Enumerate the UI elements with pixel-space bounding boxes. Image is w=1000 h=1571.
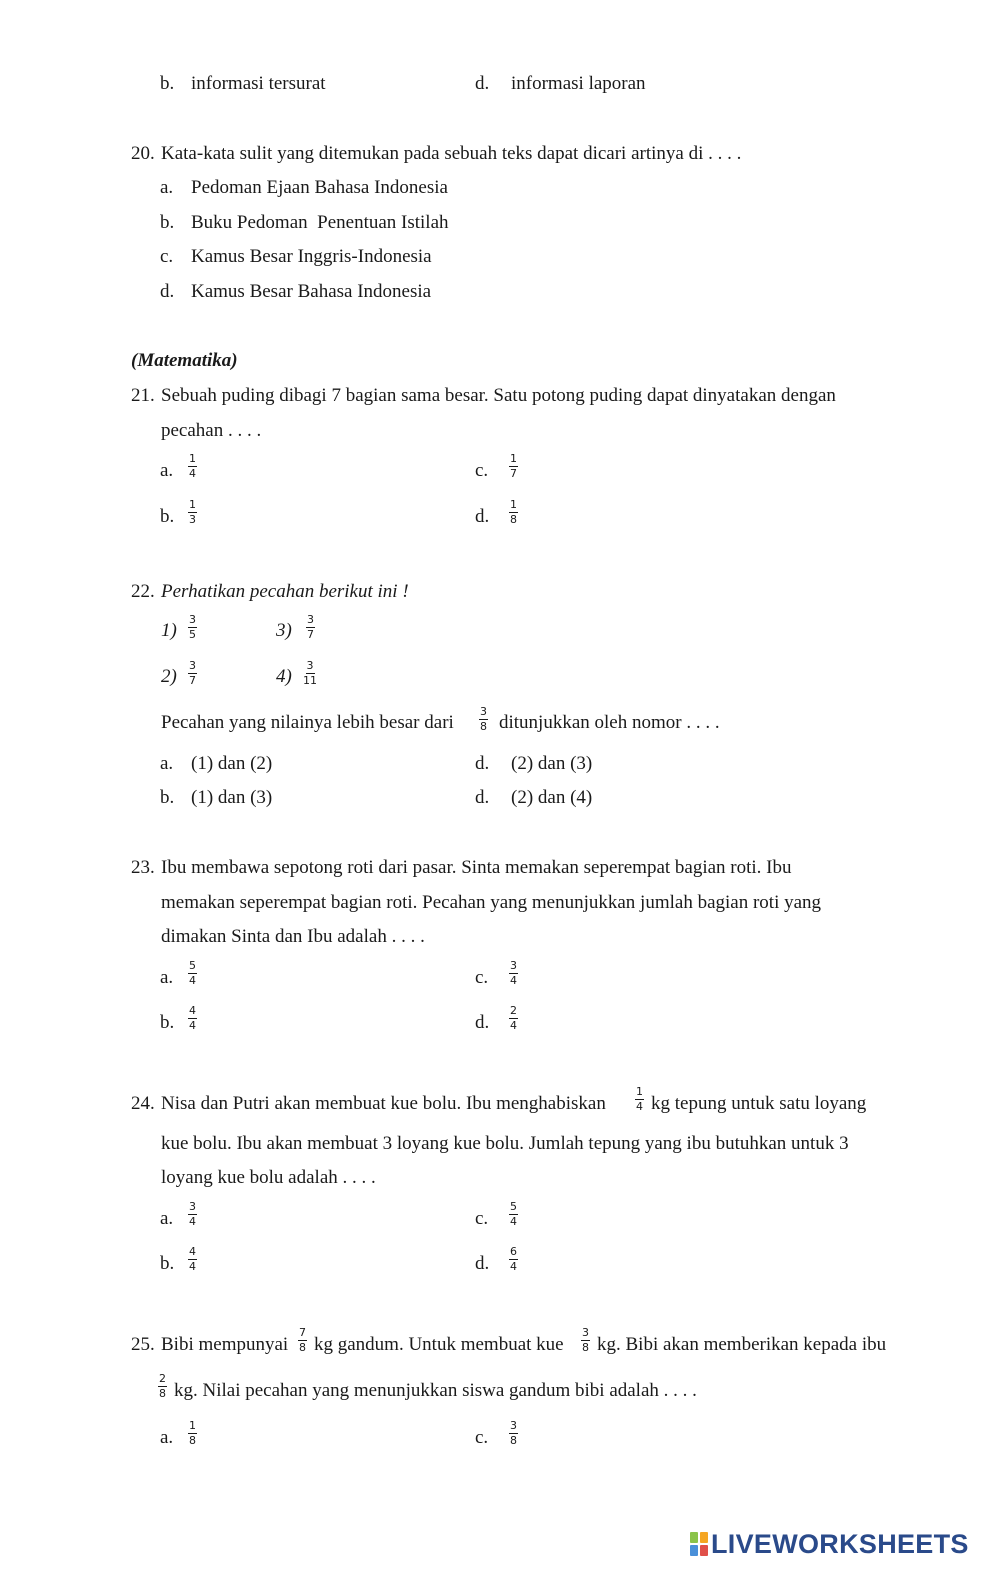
q21-question-line2: pecahan . . . . [161,420,262,441]
fraction-denominator: 3 [189,513,196,526]
q24-option-c-letter: c. [475,1208,489,1229]
q22-option-d2-text: (2) dan (4) [511,787,593,808]
q25-option-a-fraction [188,1420,197,1447]
q20-option-b-text: Buku Pedoman Penentuan Istilah [191,212,449,233]
fraction-denominator: 4 [189,1260,196,1273]
q22-option-b-text: (1) dan (3) [191,787,273,808]
q22-item-1-label: 1) [161,620,177,641]
q20-option-d-letter: d. [160,281,175,302]
q21-option-c-fraction [509,453,518,480]
q25-option-c-letter: c. [475,1427,489,1448]
q23-option-c-letter: c. [475,967,489,988]
q22-option-a-letter: a. [160,753,174,774]
q24-option-d-letter: d. [475,1253,490,1274]
q20-option-b-letter: b. [160,212,175,233]
q21-option-d-fraction [509,499,518,526]
fraction-denominator: 8 [510,513,517,526]
q19-option-d-letter: d. [475,73,490,94]
q25-text-part3: kg. Bibi akan memberikan kepada ibu [597,1334,887,1355]
fraction-denominator: 4 [189,1215,196,1228]
q25-text-part2: kg gandum. Untuk membuat kue [314,1334,564,1355]
fraction-numerator: 3 [582,1326,589,1339]
q23-option-b-letter: b. [160,1012,175,1033]
q24-question-line1-post: kg tepung untuk satu loyang [651,1093,867,1114]
q23-option-a-letter: a. [160,967,174,988]
q22-item-3-label: 3) [276,620,292,641]
fraction-denominator: 4 [510,1215,517,1228]
q23-question-line2: memakan seperempat bagian roti. Pecahan yang menunjukkan jumlah bagian roti yang [161,892,822,913]
fraction-numerator: 1 [510,498,517,511]
q23-option-d-fraction [509,1005,518,1032]
q22-item-4-label: 4) [276,666,292,687]
fraction-denominator: 4 [510,1019,517,1032]
fraction-numerator: 3 [189,1200,196,1213]
fraction-numerator: 4 [189,1245,196,1258]
fraction-denominator: 11 [303,674,317,687]
fraction-numerator: 4 [189,1004,196,1017]
fraction-numerator: 5 [189,959,196,972]
q20-option-a-text: Pedoman Ejaan Bahasa Indonesia [191,177,448,198]
fraction-numerator: 3 [307,613,314,626]
q22-item-2-label: 2) [161,666,177,687]
fraction-denominator: 4 [510,1260,517,1273]
q22-option-d1-text: (2) dan (3) [511,753,593,774]
fraction-numerator: 3 [306,659,314,672]
q24-option-b-fraction [188,1246,197,1273]
q22-number: 22. [131,581,155,602]
fraction-denominator: 7 [510,467,517,480]
fraction-numerator: 5 [510,1200,517,1213]
q23-option-a-fraction [188,960,197,987]
fraction-numerator: 7 [299,1326,306,1339]
q24-question-fraction [635,1086,644,1113]
fraction-denominator: 8 [582,1341,589,1354]
fraction-denominator: 7 [189,674,196,687]
fraction-denominator: 4 [189,974,196,987]
q20-number: 20. [131,143,155,164]
logo-block [700,1532,708,1543]
q23-question-line3: dimakan Sinta dan Ibu adalah . . . . [161,926,425,947]
fraction-denominator: 8 [480,720,487,733]
q25-option-a-letter: a. [160,1427,174,1448]
q20-option-c-letter: c. [160,246,174,267]
fraction-numerator: 1 [189,452,196,465]
q21-number: 21. [131,385,155,406]
q19-option-b-text: informasi tersurat [191,73,326,94]
q22-item-3-fraction [306,614,315,641]
q25-fraction-2 [581,1327,590,1354]
q22-option-a-text: (1) dan (2) [191,753,273,774]
q24-option-a-fraction [188,1201,197,1228]
fraction-denominator: 5 [189,628,196,641]
q21-option-d-letter: d. [475,506,490,527]
q23-option-c-fraction [509,960,518,987]
q21-option-a-letter: a. [160,460,174,481]
q24-option-c-fraction [509,1201,518,1228]
fraction-denominator: 4 [510,974,517,987]
q24-option-d-fraction [509,1246,518,1273]
q24-option-b-letter: b. [160,1253,175,1274]
fraction-denominator: 4 [189,467,196,480]
q25-text-part1: Bibi mempunyai [161,1334,289,1355]
fraction-numerator: 1 [510,452,517,465]
q25-option-c-fraction [509,1420,518,1447]
logo-block [700,1545,708,1556]
q22-item-1-fraction [188,614,197,641]
q22-prompt-post: ditunjukkan oleh nomor . . . . [499,712,720,733]
q25-fraction-3 [158,1373,167,1400]
q24-question-line3: loyang kue bolu adalah . . . . [161,1167,376,1188]
q24-option-a-letter: a. [160,1208,174,1229]
q21-option-b-fraction [188,499,197,526]
q21-question-line1: Sebuah puding dibagi 7 bagian sama besar. Satu potong puding dapat dinyatakan dengan [161,385,836,406]
q20-option-d-text: Kamus Besar Bahasa Indonesia [191,281,432,302]
q22-question: Perhatikan pecahan berikut ini ! [161,581,409,602]
q22-prompt-fraction [479,706,488,733]
q20-question: Kata-kata sulit yang ditemukan pada sebuah teks dapat dicari artinya di . . . . [161,143,742,164]
q22-item-2-fraction [188,660,197,687]
fraction-numerator: 6 [510,1245,517,1258]
q21-option-a-fraction [188,453,197,480]
q22-option-b-letter: b. [160,787,175,808]
q21-option-c-letter: c. [475,460,489,481]
fraction-numerator: 3 [510,959,517,972]
fraction-numerator: 3 [480,705,487,718]
q22-option-d1-letter: d. [475,753,490,774]
q23-number: 23. [131,857,155,878]
fraction-numerator: 2 [159,1372,166,1385]
fraction-denominator: 8 [510,1434,517,1447]
fraction-denominator: 4 [636,1100,643,1113]
fraction-numerator: 1 [636,1085,643,1098]
section-title: (Matematika) [131,350,238,371]
fraction-denominator: 4 [189,1019,196,1032]
fraction-numerator: 3 [189,659,196,672]
q25-fraction-1 [298,1327,307,1354]
q23-option-d-letter: d. [475,1012,490,1033]
logo-text: LIVEWORKSHEETS [711,1528,969,1559]
q20-option-c-text: Kamus Besar Inggris-Indonesia [191,246,432,267]
fraction-denominator: 8 [159,1387,166,1400]
q22-prompt-pre: Pecahan yang nilainya lebih besar dari [161,712,454,733]
fraction-numerator: 2 [510,1004,517,1017]
fraction-numerator: 3 [510,1419,517,1432]
liveworksheets-logo [690,1530,969,1558]
logo-block [690,1532,698,1543]
q22-item-4-fraction [302,660,318,687]
fraction-denominator: 7 [307,628,314,641]
q25-text-part4: kg. Nilai pecahan yang menunjukkan siswa gandum bibi adalah . . . . [174,1380,697,1401]
q20-option-a-letter: a. [160,177,174,198]
q24-question-line2: kue bolu. Ibu akan membuat 3 loyang kue bolu. Jumlah tepung yang ibu butuhkan untuk 3 [161,1133,849,1154]
q25-number: 25. [131,1334,155,1355]
q24-number: 24. [131,1093,155,1114]
fraction-numerator: 1 [189,1419,196,1432]
q23-option-b-fraction [188,1005,197,1032]
fraction-numerator: 1 [189,498,196,511]
q21-option-b-letter: b. [160,506,175,527]
q23-question-line1: Ibu membawa sepotong roti dari pasar. Sinta memakan seperempat bagian roti. Ibu [161,857,792,878]
logo-block [690,1545,698,1556]
q22-option-d2-letter: d. [475,787,490,808]
q24-question-line1-pre: Nisa dan Putri akan membuat kue bolu. Ibu menghabiskan [161,1093,606,1114]
fraction-denominator: 8 [189,1434,196,1447]
q19-option-d-text: informasi laporan [511,73,646,94]
fraction-denominator: 8 [299,1341,306,1354]
logo-blocks-icon [690,1532,708,1556]
fraction-numerator: 3 [189,613,196,626]
q19-option-b-letter: b. [160,73,175,94]
